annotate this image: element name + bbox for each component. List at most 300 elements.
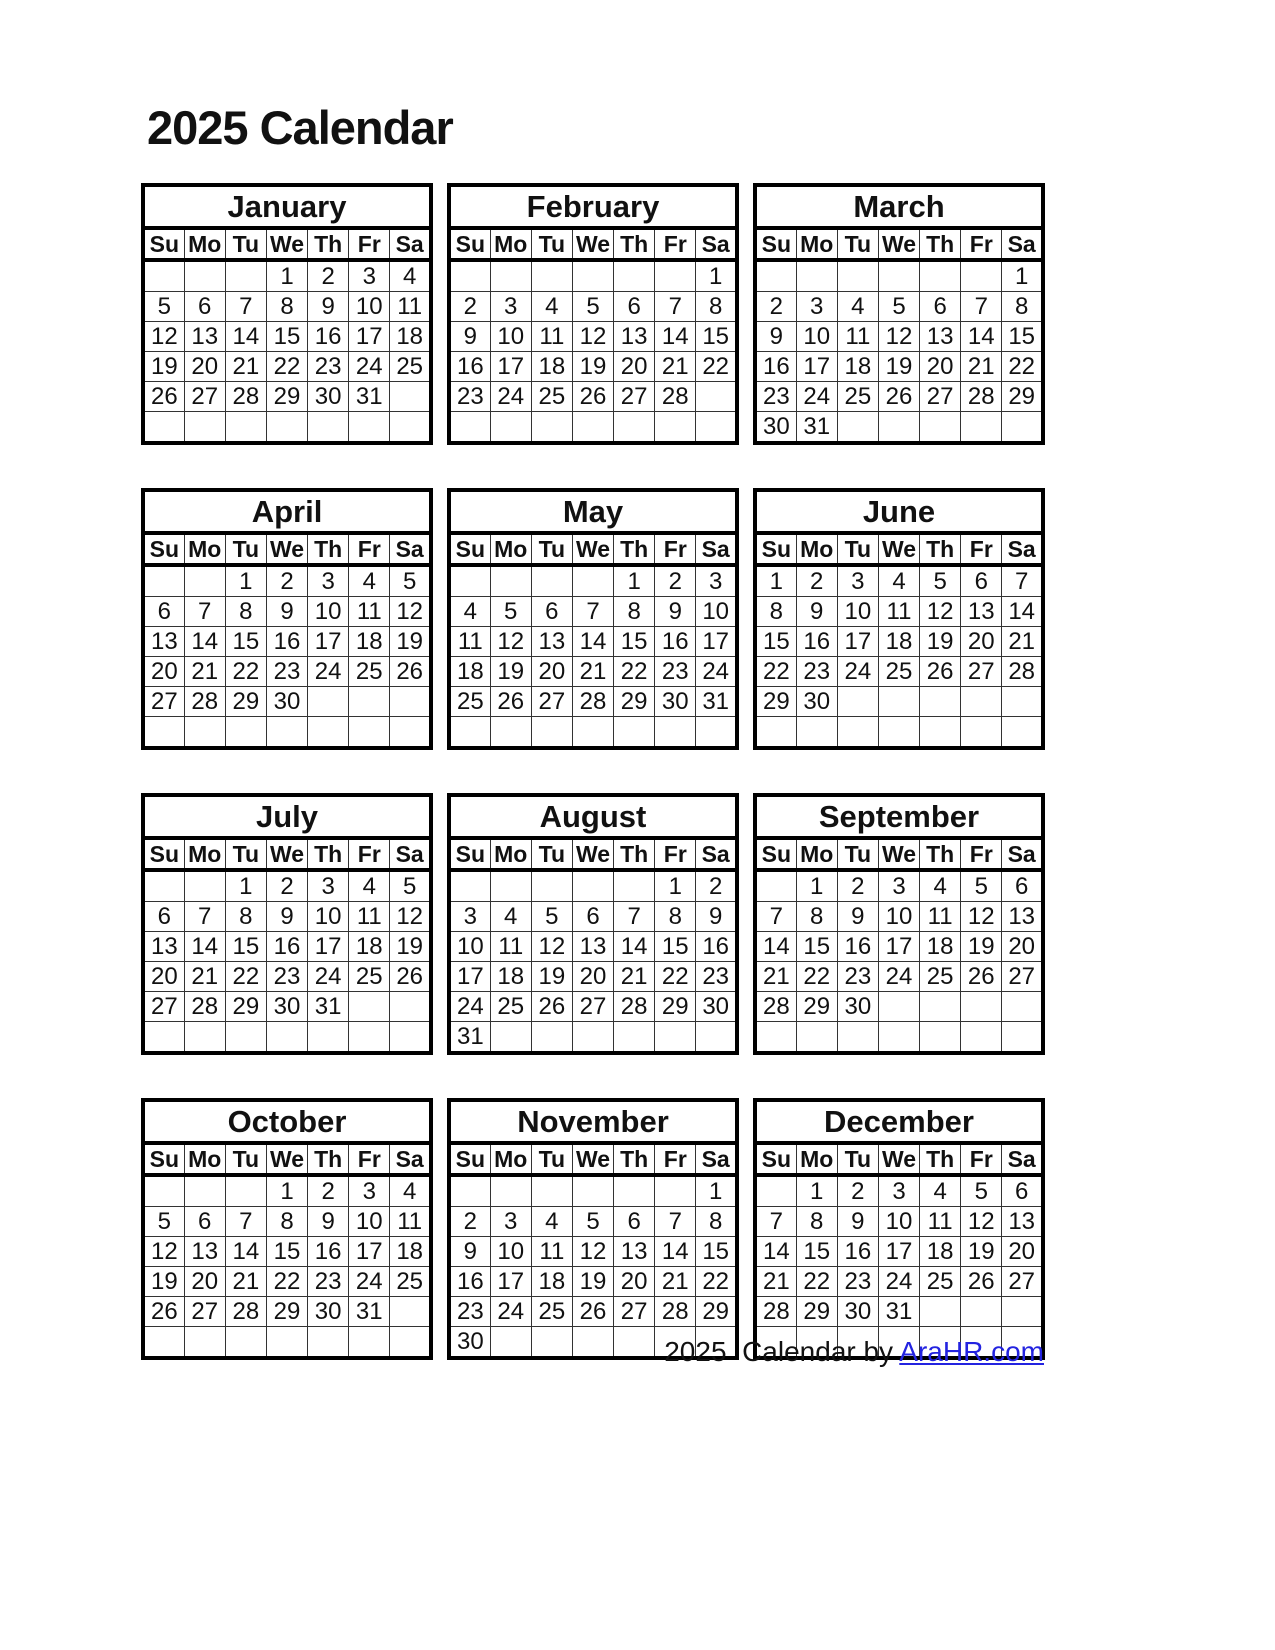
date-cell: 12 bbox=[572, 322, 613, 352]
week-row bbox=[449, 962, 737, 992]
date-cell: 21 bbox=[961, 352, 1002, 382]
empty-date-cell bbox=[961, 1297, 1002, 1327]
week-row bbox=[755, 382, 1043, 412]
empty-date-cell bbox=[572, 412, 613, 444]
footer-link[interactable]: AraHR.com bbox=[899, 1336, 1044, 1367]
date-cell: 24 bbox=[490, 382, 531, 412]
date-cell: 8 bbox=[1002, 292, 1043, 322]
date-cell: 24 bbox=[308, 657, 349, 687]
month-name: January bbox=[143, 185, 431, 228]
date-cell: 22 bbox=[266, 1267, 307, 1297]
empty-date-cell bbox=[920, 260, 961, 292]
week-row bbox=[755, 565, 1043, 597]
week-row bbox=[449, 1237, 737, 1267]
empty-date-cell bbox=[614, 870, 655, 902]
empty-date-cell bbox=[961, 260, 1002, 292]
empty-date-cell bbox=[490, 412, 531, 444]
empty-date-cell bbox=[920, 1022, 961, 1054]
day-header-tu: Tu bbox=[837, 838, 878, 870]
date-cell: 28 bbox=[755, 1297, 796, 1327]
date-cell: 23 bbox=[655, 657, 696, 687]
week-row bbox=[755, 992, 1043, 1022]
date-cell: 19 bbox=[390, 627, 431, 657]
date-cell: 16 bbox=[655, 627, 696, 657]
empty-date-cell bbox=[961, 717, 1002, 749]
day-header-we: We bbox=[572, 1143, 613, 1175]
empty-date-cell bbox=[614, 717, 655, 749]
month-weeks bbox=[143, 260, 431, 443]
day-header-we: We bbox=[266, 533, 307, 565]
empty-date-cell bbox=[266, 1022, 307, 1054]
date-cell: 18 bbox=[390, 1237, 431, 1267]
date-cell: 21 bbox=[184, 657, 225, 687]
date-cell: 12 bbox=[143, 322, 184, 352]
day-header-mo: Mo bbox=[184, 1143, 225, 1175]
day-header-tu: Tu bbox=[531, 228, 572, 260]
date-cell: 12 bbox=[961, 1207, 1002, 1237]
date-cell: 22 bbox=[796, 962, 837, 992]
date-cell: 26 bbox=[490, 687, 531, 717]
day-header-fr: Fr bbox=[655, 228, 696, 260]
empty-date-cell bbox=[349, 992, 390, 1022]
date-cell: 20 bbox=[961, 627, 1002, 657]
date-cell: 25 bbox=[390, 352, 431, 382]
empty-date-cell bbox=[184, 565, 225, 597]
date-cell: 18 bbox=[920, 1237, 961, 1267]
empty-date-cell bbox=[490, 717, 531, 749]
date-cell: 2 bbox=[266, 565, 307, 597]
date-cell: 6 bbox=[1002, 870, 1043, 902]
date-cell: 12 bbox=[143, 1237, 184, 1267]
date-cell: 9 bbox=[755, 322, 796, 352]
date-cell: 24 bbox=[796, 382, 837, 412]
day-header-su: Su bbox=[143, 838, 184, 870]
date-cell: 8 bbox=[655, 902, 696, 932]
month-title-row bbox=[143, 1100, 431, 1143]
month-table-may bbox=[447, 488, 739, 750]
day-header-we: We bbox=[572, 533, 613, 565]
date-cell: 5 bbox=[531, 902, 572, 932]
empty-date-cell bbox=[1002, 687, 1043, 717]
day-header-row bbox=[449, 1143, 737, 1175]
month-title-row bbox=[143, 185, 431, 228]
date-cell: 27 bbox=[143, 687, 184, 717]
week-row bbox=[755, 322, 1043, 352]
week-row bbox=[143, 412, 431, 444]
empty-date-cell bbox=[184, 260, 225, 292]
week-row bbox=[449, 627, 737, 657]
date-cell: 26 bbox=[390, 962, 431, 992]
month-weeks bbox=[449, 260, 737, 443]
day-header-sa: Sa bbox=[1002, 533, 1043, 565]
day-header-th: Th bbox=[614, 838, 655, 870]
date-cell: 15 bbox=[755, 627, 796, 657]
date-cell: 7 bbox=[184, 902, 225, 932]
date-cell: 6 bbox=[614, 292, 655, 322]
date-cell: 4 bbox=[390, 1175, 431, 1207]
empty-date-cell bbox=[390, 687, 431, 717]
week-row bbox=[143, 1267, 431, 1297]
date-cell: 18 bbox=[920, 932, 961, 962]
day-header-we: We bbox=[266, 228, 307, 260]
date-cell: 12 bbox=[920, 597, 961, 627]
date-cell: 5 bbox=[920, 565, 961, 597]
date-cell: 1 bbox=[225, 870, 266, 902]
date-cell: 3 bbox=[878, 870, 919, 902]
week-row bbox=[143, 992, 431, 1022]
date-cell: 8 bbox=[796, 1207, 837, 1237]
date-cell: 9 bbox=[266, 597, 307, 627]
date-cell: 23 bbox=[308, 352, 349, 382]
day-header-fr: Fr bbox=[655, 1143, 696, 1175]
week-row bbox=[143, 687, 431, 717]
date-cell: 13 bbox=[961, 597, 1002, 627]
date-cell: 20 bbox=[1002, 932, 1043, 962]
date-cell: 8 bbox=[696, 292, 737, 322]
date-cell: 27 bbox=[614, 1297, 655, 1327]
empty-date-cell bbox=[390, 412, 431, 444]
date-cell: 1 bbox=[696, 1175, 737, 1207]
day-header-we: We bbox=[266, 838, 307, 870]
date-cell: 2 bbox=[755, 292, 796, 322]
week-row bbox=[143, 1207, 431, 1237]
day-header-th: Th bbox=[920, 1143, 961, 1175]
empty-date-cell bbox=[572, 260, 613, 292]
date-cell: 14 bbox=[755, 1237, 796, 1267]
day-header-we: We bbox=[878, 228, 919, 260]
day-header-fr: Fr bbox=[349, 228, 390, 260]
date-cell: 11 bbox=[531, 1237, 572, 1267]
day-header-we: We bbox=[572, 228, 613, 260]
date-cell: 5 bbox=[961, 1175, 1002, 1207]
date-cell: 12 bbox=[531, 932, 572, 962]
empty-date-cell bbox=[449, 717, 490, 749]
week-row bbox=[755, 932, 1043, 962]
month-weeks bbox=[143, 1175, 431, 1358]
date-cell: 9 bbox=[308, 292, 349, 322]
week-row bbox=[755, 627, 1043, 657]
date-cell: 5 bbox=[961, 870, 1002, 902]
date-cell: 20 bbox=[143, 657, 184, 687]
date-cell: 21 bbox=[655, 352, 696, 382]
day-header-sa: Sa bbox=[1002, 228, 1043, 260]
month-weeks bbox=[143, 870, 431, 1053]
empty-date-cell bbox=[755, 260, 796, 292]
day-header-su: Su bbox=[449, 533, 490, 565]
date-cell: 1 bbox=[266, 1175, 307, 1207]
month-table-september bbox=[753, 793, 1045, 1055]
day-header-su: Su bbox=[143, 533, 184, 565]
week-row bbox=[755, 597, 1043, 627]
date-cell: 6 bbox=[143, 597, 184, 627]
empty-date-cell bbox=[308, 687, 349, 717]
date-cell: 24 bbox=[837, 657, 878, 687]
date-cell: 5 bbox=[572, 1207, 613, 1237]
month-table-december bbox=[753, 1098, 1045, 1360]
day-header-tu: Tu bbox=[531, 1143, 572, 1175]
date-cell: 30 bbox=[308, 1297, 349, 1327]
date-cell: 5 bbox=[390, 870, 431, 902]
empty-date-cell bbox=[531, 870, 572, 902]
day-header-fr: Fr bbox=[655, 838, 696, 870]
date-cell: 28 bbox=[572, 687, 613, 717]
empty-date-cell bbox=[655, 1175, 696, 1207]
date-cell: 22 bbox=[796, 1267, 837, 1297]
empty-date-cell bbox=[449, 870, 490, 902]
month-title-row bbox=[449, 795, 737, 838]
day-header-th: Th bbox=[308, 228, 349, 260]
day-header-row bbox=[143, 838, 431, 870]
date-cell: 13 bbox=[184, 1237, 225, 1267]
date-cell: 1 bbox=[614, 565, 655, 597]
date-cell: 2 bbox=[266, 870, 307, 902]
date-cell: 21 bbox=[614, 962, 655, 992]
date-cell: 12 bbox=[490, 627, 531, 657]
date-cell: 9 bbox=[837, 1207, 878, 1237]
date-cell: 5 bbox=[143, 292, 184, 322]
week-row bbox=[755, 1237, 1043, 1267]
day-header-fr: Fr bbox=[655, 533, 696, 565]
week-row bbox=[143, 322, 431, 352]
day-header-we: We bbox=[878, 533, 919, 565]
date-cell: 18 bbox=[837, 352, 878, 382]
date-cell: 22 bbox=[266, 352, 307, 382]
day-header-su: Su bbox=[755, 228, 796, 260]
day-header-row bbox=[755, 838, 1043, 870]
week-row bbox=[755, 657, 1043, 687]
month-table-june bbox=[753, 488, 1045, 750]
empty-date-cell bbox=[696, 1022, 737, 1054]
date-cell: 6 bbox=[531, 597, 572, 627]
day-header-sa: Sa bbox=[696, 228, 737, 260]
date-cell: 10 bbox=[349, 292, 390, 322]
date-cell: 13 bbox=[531, 627, 572, 657]
week-row bbox=[449, 292, 737, 322]
day-header-we: We bbox=[878, 1143, 919, 1175]
date-cell: 1 bbox=[655, 870, 696, 902]
month-weeks bbox=[755, 260, 1043, 443]
week-row bbox=[449, 1267, 737, 1297]
empty-date-cell bbox=[920, 1297, 961, 1327]
date-cell: 18 bbox=[531, 352, 572, 382]
date-cell: 17 bbox=[878, 1237, 919, 1267]
date-cell: 19 bbox=[490, 657, 531, 687]
date-cell: 22 bbox=[225, 962, 266, 992]
date-cell: 21 bbox=[755, 1267, 796, 1297]
date-cell: 14 bbox=[225, 1237, 266, 1267]
date-cell: 10 bbox=[490, 322, 531, 352]
day-header-fr: Fr bbox=[961, 1143, 1002, 1175]
day-header-sa: Sa bbox=[696, 1143, 737, 1175]
day-header-fr: Fr bbox=[961, 228, 1002, 260]
date-cell: 7 bbox=[755, 1207, 796, 1237]
date-cell: 10 bbox=[349, 1207, 390, 1237]
date-cell: 4 bbox=[349, 565, 390, 597]
empty-date-cell bbox=[349, 1022, 390, 1054]
day-header-tu: Tu bbox=[837, 228, 878, 260]
date-cell: 19 bbox=[531, 962, 572, 992]
date-cell: 9 bbox=[655, 597, 696, 627]
date-cell: 7 bbox=[184, 597, 225, 627]
date-cell: 29 bbox=[696, 1297, 737, 1327]
date-cell: 24 bbox=[878, 1267, 919, 1297]
week-row bbox=[449, 382, 737, 412]
date-cell: 31 bbox=[696, 687, 737, 717]
month-table-october bbox=[141, 1098, 433, 1360]
date-cell: 25 bbox=[878, 657, 919, 687]
empty-date-cell bbox=[755, 1175, 796, 1207]
date-cell: 20 bbox=[614, 1267, 655, 1297]
date-cell: 12 bbox=[390, 597, 431, 627]
date-cell: 16 bbox=[449, 352, 490, 382]
date-cell: 20 bbox=[184, 1267, 225, 1297]
empty-date-cell bbox=[184, 1175, 225, 1207]
empty-date-cell bbox=[308, 412, 349, 444]
date-cell: 27 bbox=[572, 992, 613, 1022]
day-header-row bbox=[755, 228, 1043, 260]
empty-date-cell bbox=[143, 870, 184, 902]
day-header-mo: Mo bbox=[184, 838, 225, 870]
date-cell: 9 bbox=[266, 902, 307, 932]
month-name: May bbox=[449, 490, 737, 533]
date-cell: 23 bbox=[755, 382, 796, 412]
week-row bbox=[449, 657, 737, 687]
date-cell: 4 bbox=[878, 565, 919, 597]
empty-date-cell bbox=[143, 1022, 184, 1054]
date-cell: 21 bbox=[1002, 627, 1043, 657]
empty-date-cell bbox=[655, 412, 696, 444]
date-cell: 7 bbox=[1002, 565, 1043, 597]
date-cell: 25 bbox=[390, 1267, 431, 1297]
day-header-sa: Sa bbox=[390, 533, 431, 565]
empty-date-cell bbox=[390, 382, 431, 412]
date-cell: 25 bbox=[449, 687, 490, 717]
date-cell: 31 bbox=[878, 1297, 919, 1327]
empty-date-cell bbox=[184, 717, 225, 749]
footer bbox=[141, 1336, 1044, 1368]
date-cell: 3 bbox=[490, 1207, 531, 1237]
day-header-sa: Sa bbox=[1002, 838, 1043, 870]
day-header-mo: Mo bbox=[490, 228, 531, 260]
date-cell: 29 bbox=[655, 992, 696, 1022]
empty-date-cell bbox=[449, 260, 490, 292]
date-cell: 6 bbox=[143, 902, 184, 932]
empty-date-cell bbox=[531, 1175, 572, 1207]
empty-date-cell bbox=[143, 1175, 184, 1207]
week-row bbox=[143, 932, 431, 962]
empty-date-cell bbox=[961, 412, 1002, 444]
date-cell: 18 bbox=[349, 932, 390, 962]
date-cell: 24 bbox=[349, 1267, 390, 1297]
day-header-su: Su bbox=[755, 533, 796, 565]
day-header-tu: Tu bbox=[531, 533, 572, 565]
day-header-sa: Sa bbox=[390, 1143, 431, 1175]
day-header-su: Su bbox=[755, 838, 796, 870]
day-header-tu: Tu bbox=[837, 1143, 878, 1175]
date-cell: 29 bbox=[225, 992, 266, 1022]
empty-date-cell bbox=[184, 412, 225, 444]
date-cell: 11 bbox=[390, 1207, 431, 1237]
week-row bbox=[449, 992, 737, 1022]
week-row bbox=[449, 565, 737, 597]
empty-date-cell bbox=[696, 382, 737, 412]
week-row bbox=[143, 657, 431, 687]
date-cell: 22 bbox=[225, 657, 266, 687]
day-header-tu: Tu bbox=[837, 533, 878, 565]
date-cell: 31 bbox=[308, 992, 349, 1022]
date-cell: 17 bbox=[696, 627, 737, 657]
date-cell: 15 bbox=[696, 322, 737, 352]
date-cell: 19 bbox=[143, 352, 184, 382]
month-title-row bbox=[755, 490, 1043, 533]
empty-date-cell bbox=[961, 687, 1002, 717]
month-name: October bbox=[143, 1100, 431, 1143]
date-cell: 15 bbox=[266, 1237, 307, 1267]
week-row bbox=[449, 1207, 737, 1237]
date-cell: 27 bbox=[920, 382, 961, 412]
month-name: March bbox=[755, 185, 1043, 228]
date-cell: 31 bbox=[449, 1022, 490, 1054]
date-cell: 5 bbox=[572, 292, 613, 322]
empty-date-cell bbox=[614, 1022, 655, 1054]
date-cell: 25 bbox=[837, 382, 878, 412]
month-weeks bbox=[755, 1175, 1043, 1358]
empty-date-cell bbox=[1002, 717, 1043, 749]
date-cell: 14 bbox=[614, 932, 655, 962]
week-row bbox=[449, 902, 737, 932]
empty-date-cell bbox=[308, 1022, 349, 1054]
empty-date-cell bbox=[266, 412, 307, 444]
week-row bbox=[449, 717, 737, 749]
date-cell: 27 bbox=[1002, 962, 1043, 992]
date-cell: 19 bbox=[572, 352, 613, 382]
week-row bbox=[449, 687, 737, 717]
date-cell: 7 bbox=[572, 597, 613, 627]
date-cell: 9 bbox=[449, 1237, 490, 1267]
date-cell: 4 bbox=[390, 260, 431, 292]
date-cell: 27 bbox=[614, 382, 655, 412]
day-header-row bbox=[143, 228, 431, 260]
date-cell: 27 bbox=[184, 382, 225, 412]
empty-date-cell bbox=[920, 412, 961, 444]
empty-date-cell bbox=[390, 992, 431, 1022]
date-cell: 18 bbox=[449, 657, 490, 687]
date-cell: 24 bbox=[696, 657, 737, 687]
date-cell: 3 bbox=[308, 870, 349, 902]
empty-date-cell bbox=[837, 687, 878, 717]
day-header-su: Su bbox=[449, 838, 490, 870]
date-cell: 13 bbox=[614, 1237, 655, 1267]
date-cell: 28 bbox=[655, 382, 696, 412]
empty-date-cell bbox=[796, 1022, 837, 1054]
day-header-th: Th bbox=[920, 533, 961, 565]
empty-date-cell bbox=[572, 717, 613, 749]
date-cell: 28 bbox=[755, 992, 796, 1022]
week-row bbox=[143, 717, 431, 749]
date-cell: 21 bbox=[655, 1267, 696, 1297]
date-cell: 16 bbox=[837, 932, 878, 962]
date-cell: 11 bbox=[390, 292, 431, 322]
empty-date-cell bbox=[837, 260, 878, 292]
date-cell: 11 bbox=[349, 902, 390, 932]
week-row bbox=[449, 1297, 737, 1327]
week-row bbox=[449, 1022, 737, 1054]
date-cell: 7 bbox=[225, 1207, 266, 1237]
week-row bbox=[755, 412, 1043, 444]
date-cell: 15 bbox=[225, 627, 266, 657]
empty-date-cell bbox=[878, 412, 919, 444]
date-cell: 27 bbox=[143, 992, 184, 1022]
